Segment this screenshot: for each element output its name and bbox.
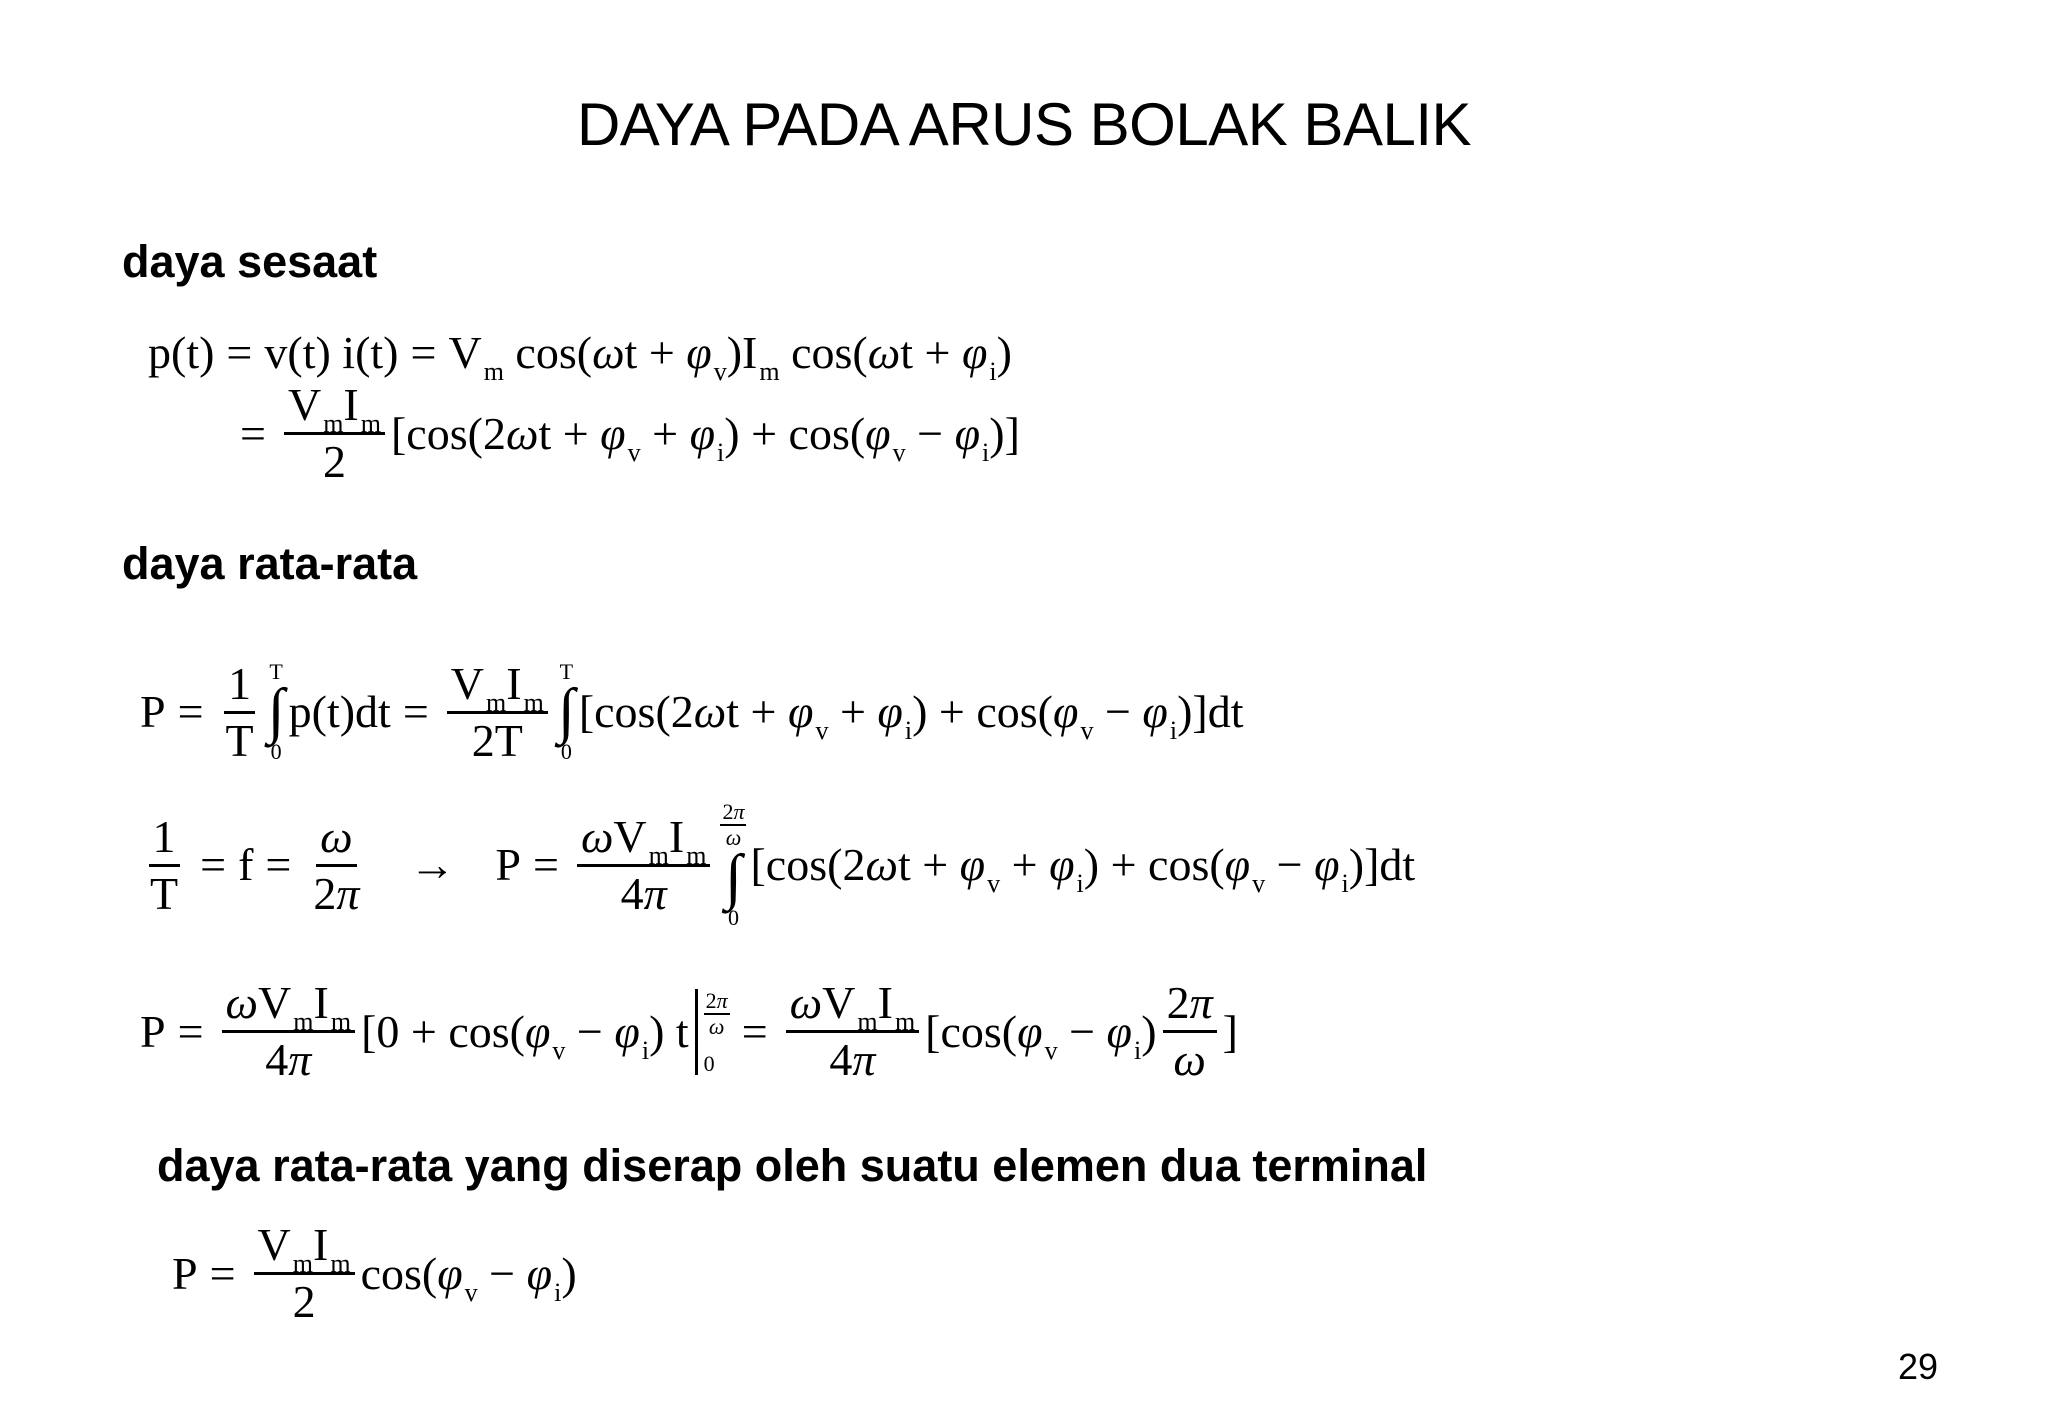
equation-average-power-evaluated: P = $\frac{\omega V_mI_m}{4\pi}$ [$0 + \cos(\varphi_v - \varphi_i)$ t $\frac{2\pi}{\omega}$ 0 = $\frac{\omega V_mI_m}{4\pi}$ [$\cos(\varphi_v - \varphi_i)$ $\frac{2\pi}{\omega}$ ] (140, 977, 1238, 1085)
equation-two-terminal-average-power: P = $\frac{V_mI_m}{2}$ $\cos(\varphi_v - \varphi_i)$ (172, 1219, 577, 1327)
equation-frequency-substitution: $\frac{1}{T}$ = f = $\frac{\omega}{2\pi}$ → P = $\frac{\omega V_mI_m}{4\pi}$ $\frac{2\pi}{\omega}$ ∫ 0 $[\cos(2\omega t + \varphi_v + \varphi_i) + \cos(\varphi_v - \varphi_i)]dt$ (150, 799, 1416, 931)
section-heading-instantaneous-power: daya sesaat (122, 236, 378, 287)
section-heading-average-power: daya rata-rata (122, 538, 418, 589)
equation-line: p(t) = v(t) i(t) = $V_m$ $\cos(\omega t + \varphi_v)I_m$ $\cos(\omega t + \varphi_i)$ (148, 327, 1012, 386)
section-heading-two-terminal-average-power: daya rata-rata yang diserap oleh suatu elemen dua terminal (157, 1140, 1428, 1191)
equation-average-power-integral: P = $\frac{1}{T}$ T ∫ 0 p(t)dt = $\frac{V_mI_m}{2T}$ T ∫ 0 $[\cos(2\omega t + \varphi_v + \varphi_i) + \cos(\varphi_v - \varphi_i)]dt$ (140, 657, 1244, 766)
equation-instantaneous-power (148, 327, 1020, 487)
page-number: 29 (1898, 1346, 1939, 1387)
slide-title: DAYA PADA ARUS BOLAK BALIK (576, 91, 1472, 158)
equation-line: = $\frac{V_mI_m}{2}$ $[\cos(2\omega t + \varphi_v + \varphi_i) + \cos(\varphi_v - \varphi_i)]$ (240, 379, 1020, 487)
